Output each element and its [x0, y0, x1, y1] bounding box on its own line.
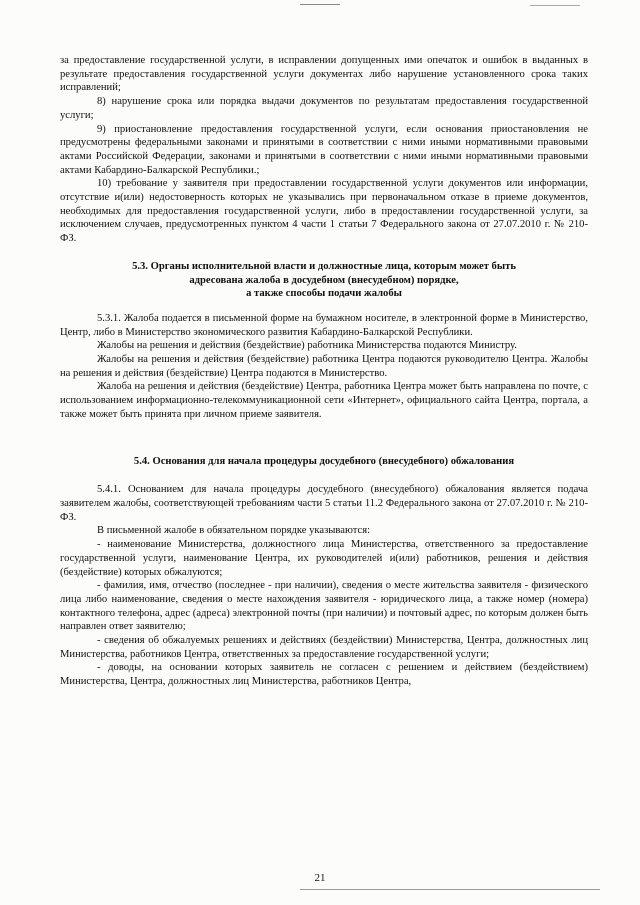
list-item: - фамилия, имя, отчество (последнее - при наличии), сведения о месте жительства заявителя - физического лица либо наименование, сведения о месте нахождения заявителя - юридического лица, а также номер (номера) контактного телефона, адрес (адреса) электронной почты (при наличии) и почтовый адрес, по которым должен быть направлен ответ заявителю; — [60, 580, 588, 633]
list-item: - доводы, на основании которых заявитель не согласен с решением и действием (бездействием) Министерства, Центра, должностных лиц Министерства, работников Центра, — [60, 662, 588, 688]
scan-artifact-line — [530, 5, 580, 6]
paragraph: В письменной жалобе в обязательном порядке указываются: — [97, 525, 371, 537]
section-heading-5-3-line-3: а также способы подачи жалобы — [246, 288, 402, 300]
section-heading-5-3-line-2: адресована жалоба в досудебном (внесудебном) порядке, — [189, 274, 459, 286]
paragraph: Жалоба на решения и действия (бездействие) Центра, работника Центра может быть направлена по почте, с использованием информационно-телекоммуникационной сети «Интернет», официального сайта Центра, портала, а также может быть принята при личном приеме заявителя. — [60, 381, 588, 420]
scan-artifact-line — [300, 889, 600, 890]
paragraph: 8) нарушение срока или порядка выдачи документов по результатам предоставления государственной услуги; — [60, 96, 588, 121]
page-number: 21 — [314, 872, 326, 884]
paragraph: 10) требование у заявителя при предоставлении государственной услуги документов или информации, отсутствие и(или) недостоверность которых не указывались при первоначальном отказе в приеме документов, необходимых для предоставления государственной услуги, либо в предоставлении государственной услуги, за исключением случаев, предусмотренных пунктом 4 части 1 статьи 7 Федерального закона от 27.07.2010 г. № 210-ФЗ. — [60, 178, 588, 245]
paragraph: Жалобы на решения и действия (бездействие) работника Министерства подаются Министру. — [97, 340, 517, 352]
paragraph: Жалобы на решения и действия (бездействие) работника Центра подаются руководителю Центра. Жалобы на решения и действия (бездействие) Центра подаются в Министерство. — [60, 354, 588, 379]
document-body — [60, 54, 588, 689]
paragraph: за предоставление государственной услуги, в исправлении допущенных ими опечаток и ошибок в выданных в результате предоставления государственной услуги документах либо нарушение установленного срока таких исправлений; — [60, 55, 588, 94]
section-heading-5-3-line-1: 5.3. Органы исполнительной власти и должностные лица, которым может быть — [132, 260, 516, 272]
list-item: - наименование Министерства, должностного лица Министерства, ответственного за предоставление государственной услуги, наименование Центра, их руководителей и(или) работников, решения и действия (бездействие) которых обжалуются; — [60, 539, 588, 578]
section-heading-5-4: 5.4. Основания для начала процедуры досудебного (внесудебного) обжалования — [133, 455, 515, 467]
paragraph: 5.3.1. Жалоба подается в письменной форме на бумажном носителе, в электронной форме в Министерство, Центр, либо в Министерство экономического развития Кабардино-Балкарской Республики. — [60, 312, 588, 338]
list-item: - сведения об обжалуемых решениях и действиях (бездействии) Министерства, Центра, должностных лиц Министерства, работников Центра, ответственных за предоставление государственной услуги; — [60, 635, 588, 660]
paragraph: 5.4.1. Основанием для начала процедуры досудебного (внесудебного) обжалования является подача заявителем жалобы, соответствующей требованиям части 5 статьи 11.2 Федерального закона от 27.07.2010 г. № 210-ФЗ. — [60, 484, 588, 523]
scan-artifact-line — [300, 4, 340, 5]
paragraph: 9) приостановление предоставления государственной услуги, если основания приостановления не предусмотрены федеральными законами и принятыми в соответствии с ними иными нормативными правовыми актами Российской Федерации, законами и принятыми в соответствии с ними иными нормативными правовыми актами Кабардино-Балкарской Республики.; — [60, 123, 588, 176]
